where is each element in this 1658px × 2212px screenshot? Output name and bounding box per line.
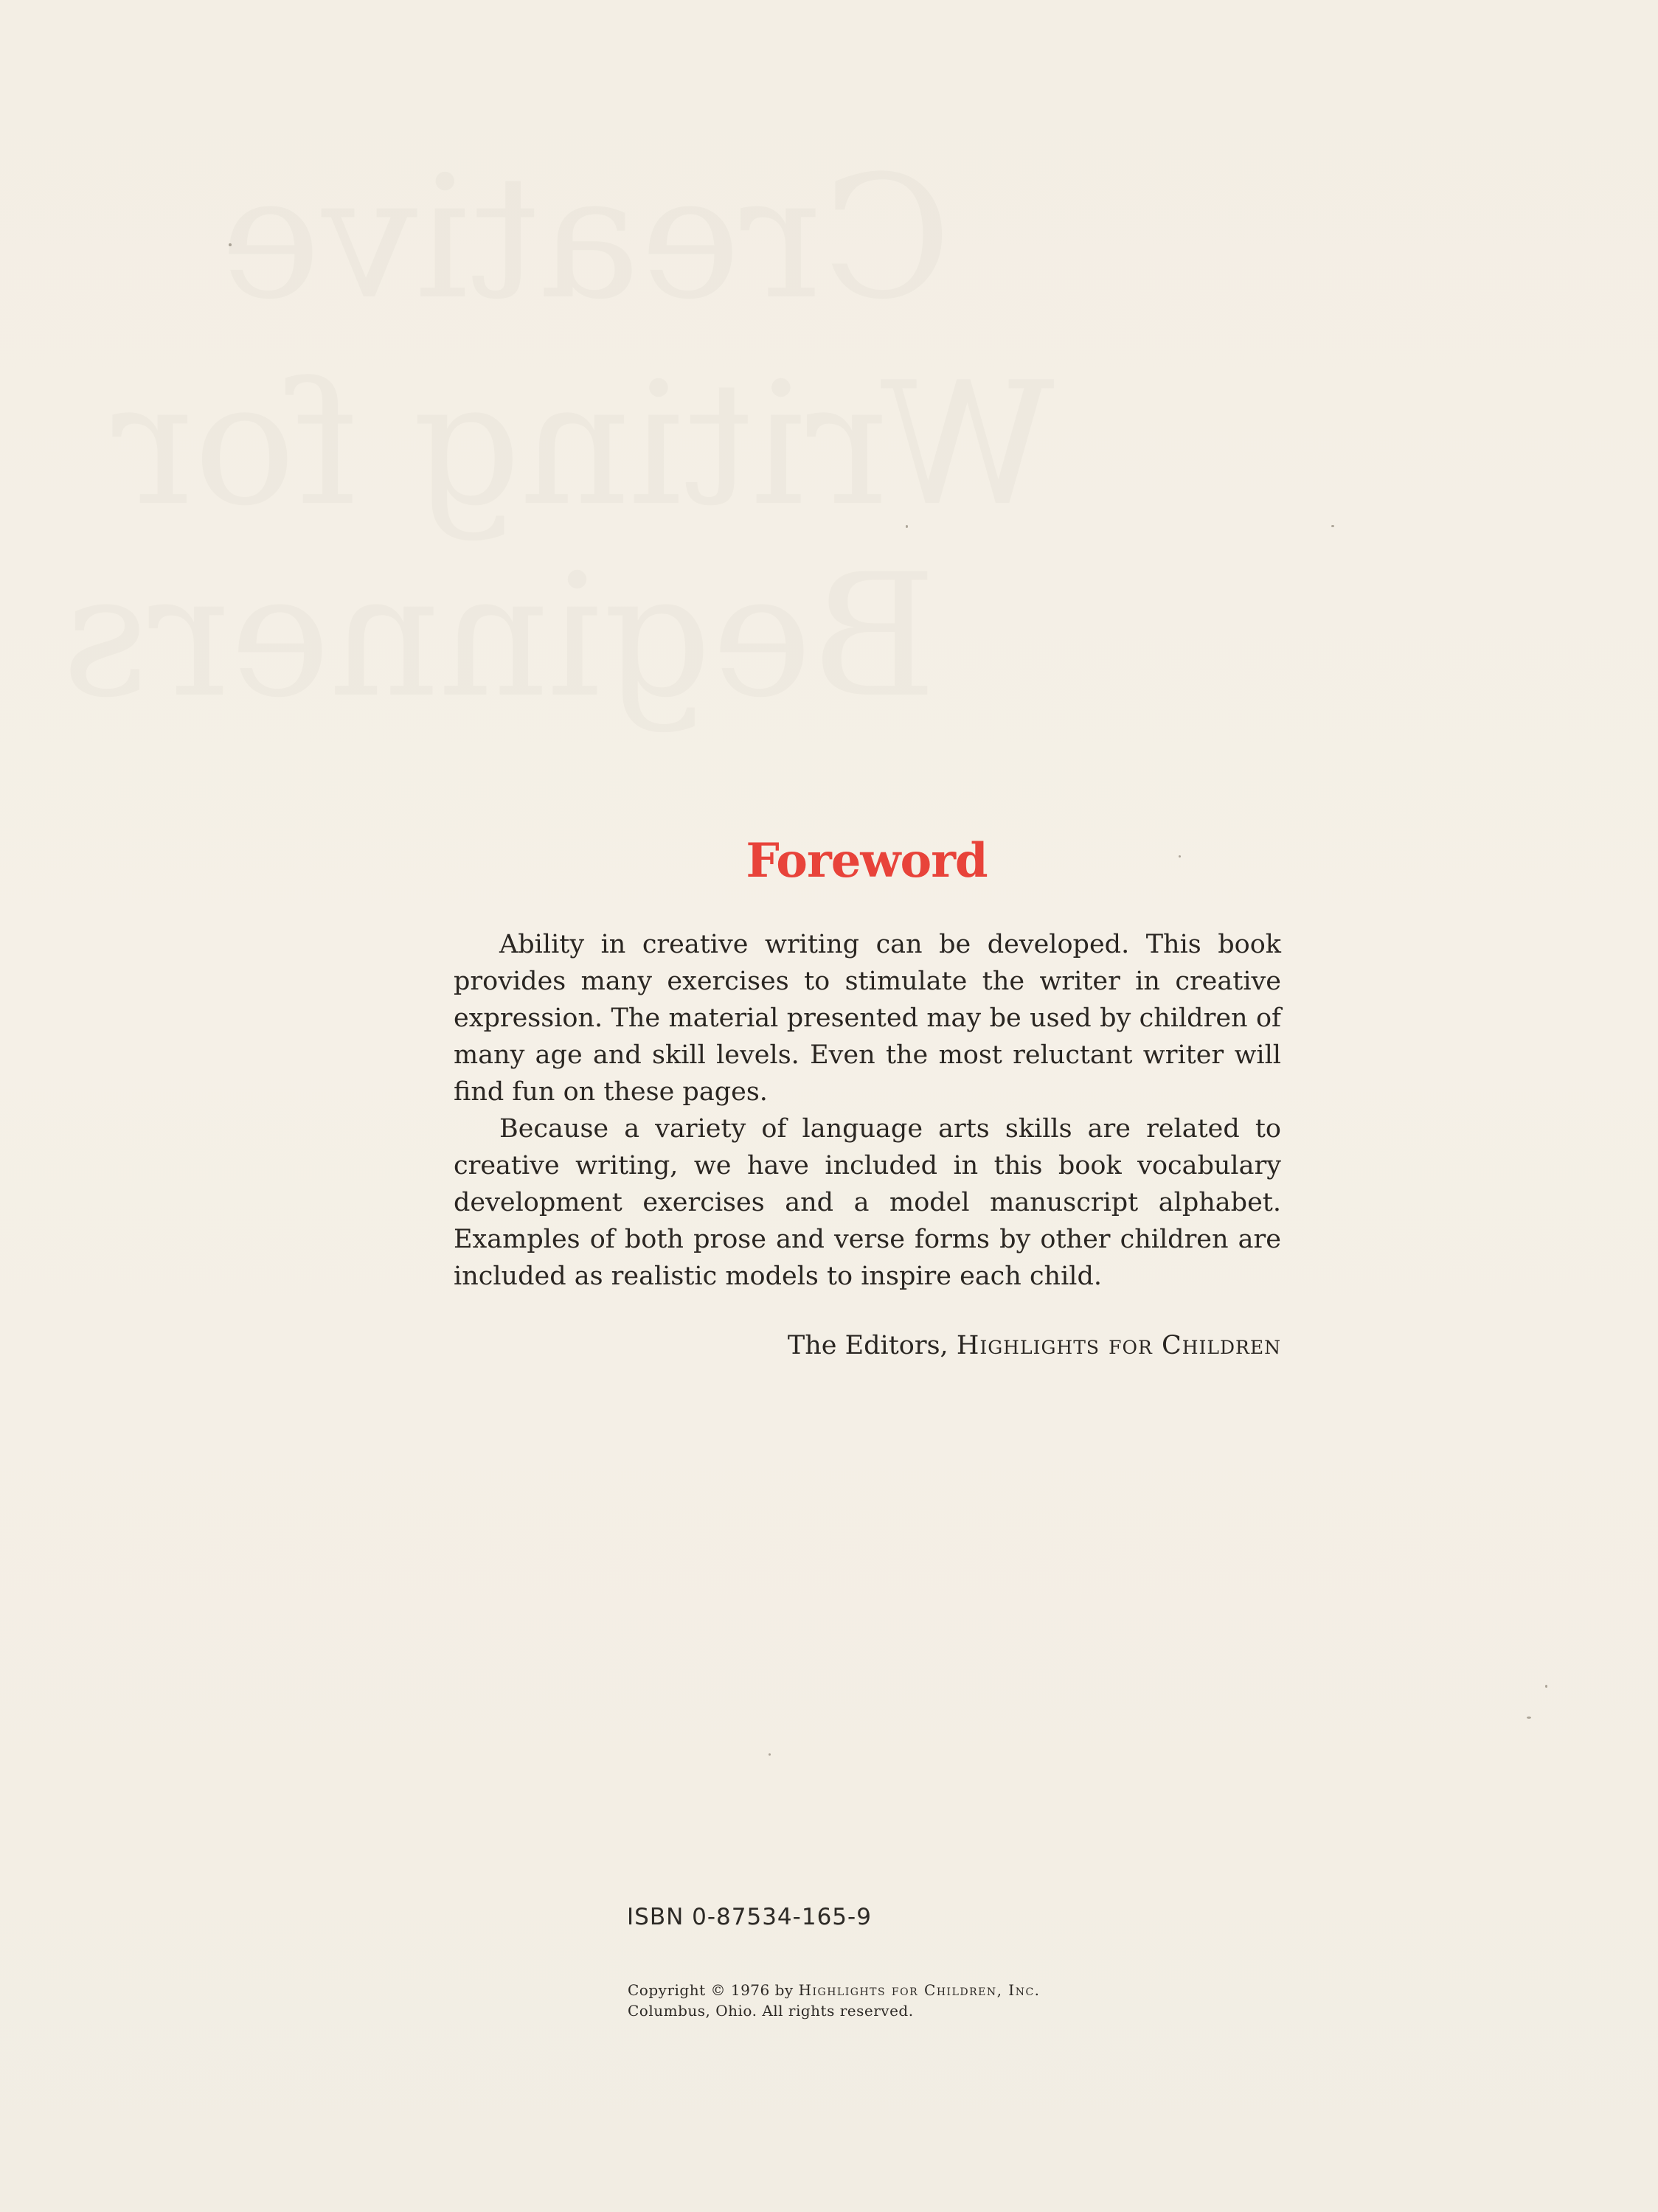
copyright-publisher: Highlights for Children, Inc.: [798, 1981, 1041, 1999]
paper-speck: [906, 525, 908, 528]
show-through-watermark: [89, 111, 1084, 774]
paper-speck: [1527, 1717, 1531, 1719]
copyright-line-2: Columbus, Ohio. All rights reserved.: [628, 2002, 914, 2020]
signature-prefix: The Editors,: [787, 1331, 948, 1360]
paper-speck: [1179, 855, 1181, 858]
paper-speck: [769, 1753, 771, 1756]
copyright-notice: [628, 1980, 1159, 2021]
foreword-signature: [454, 1331, 1281, 1360]
foreword-paragraph-2: Because a variety of language arts skills are related to creative writing, we have included in this book vocabulary development exercises and a model manuscript alphabet. Examples of both prose and verse forms by other children are included as realistic models to inspire each child.: [454, 1114, 1281, 1291]
signature-publisher: Highlights for Children: [956, 1331, 1281, 1360]
paper-speck: [1545, 1685, 1547, 1688]
foreword-paragraph-1: Ability in creative writing can be developed. This book provides many exercises to stimulate the writer in creative expression. The material presented may be used by children of many age and skill levels. Even the most reluctant writer will find fun on these pages.: [454, 930, 1281, 1107]
paper-speck: [1331, 525, 1334, 527]
isbn-number: ISBN 0-87534-165-9: [627, 1904, 872, 1930]
foreword-title: Foreword: [746, 833, 988, 888]
copyright-line-1: [628, 1980, 1159, 2000]
copyright-prefix: Copyright © 1976 by: [628, 1981, 794, 1999]
paper-speck: [229, 243, 232, 246]
foreword-body: [454, 926, 1281, 1295]
